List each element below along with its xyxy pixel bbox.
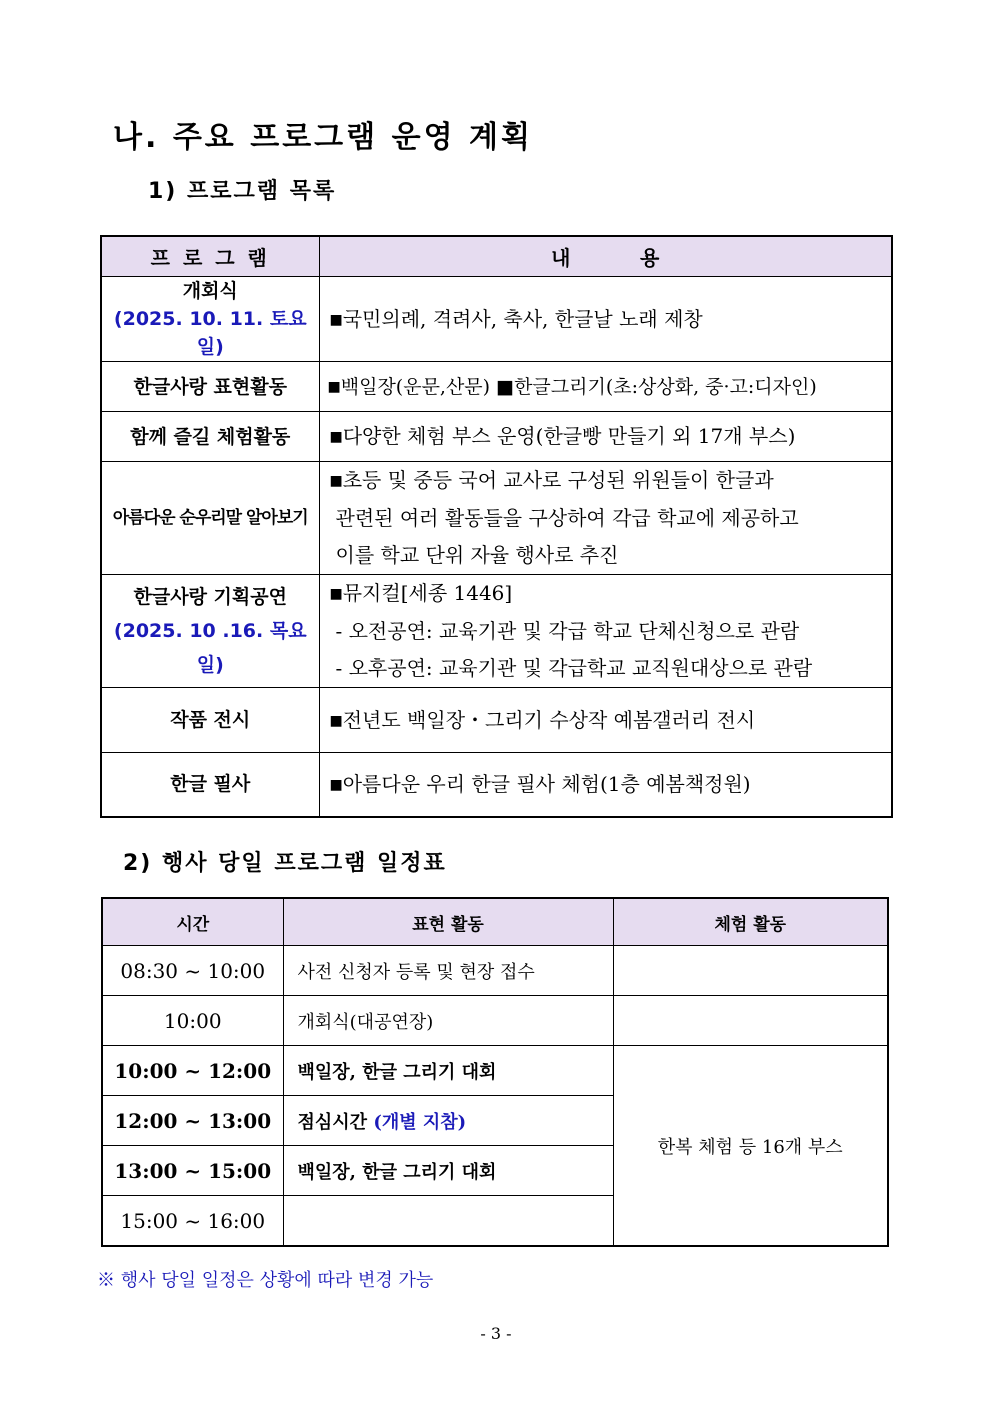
schedule-activity bbox=[283, 1196, 613, 1247]
content-line: - 오전공연: 교육기관 및 각급 학교 단체신청으로 관람 bbox=[335, 619, 800, 643]
schedule-table bbox=[101, 897, 889, 1247]
program-name: 한글 필사 bbox=[101, 753, 319, 817]
program-name: 아름다운 순우리말 알아보기 bbox=[101, 462, 319, 575]
bullet-icon: ■ bbox=[329, 712, 343, 729]
program-name: 작품 전시 bbox=[101, 688, 319, 753]
activity-note: (개별 지참) bbox=[373, 1111, 467, 1133]
schedule-time: 08:30 ~ 10:00 bbox=[102, 946, 283, 996]
content-line-wrap bbox=[330, 575, 892, 613]
program-content bbox=[319, 575, 892, 688]
content-line: 아름다운 우리 한글 필사 체험(1층 예봄책정원) bbox=[342, 771, 751, 796]
table-row bbox=[102, 996, 888, 1046]
schedule-time: 13:00 ~ 15:00 bbox=[102, 1146, 283, 1196]
bullet-icon: ■ bbox=[329, 586, 343, 602]
program-name-text: 개회식 bbox=[182, 280, 238, 302]
schedule-time: 10:00 bbox=[102, 996, 283, 1046]
header-content: 내 용 bbox=[319, 236, 892, 277]
bullet-icon: ■ bbox=[329, 311, 343, 328]
section-title: 나. 주요 프로그램 운영 계획 bbox=[113, 120, 533, 155]
program-list-title: 1) 프로그램 목록 bbox=[148, 179, 337, 204]
content-line-wrap bbox=[330, 462, 892, 500]
table-row bbox=[101, 575, 892, 688]
schedule-note: ※ 행사 당일 일정은 상황에 따라 변경 가능 bbox=[97, 1270, 434, 1291]
header-program: 프 로 그 램 bbox=[101, 236, 319, 277]
schedule-time: 15:00 ~ 16:00 bbox=[102, 1196, 283, 1247]
program-list-table bbox=[100, 235, 893, 818]
header-expression: 표현 활동 bbox=[283, 898, 613, 946]
schedule-time: 12:00 ~ 13:00 bbox=[102, 1096, 283, 1146]
table-row bbox=[101, 362, 892, 412]
content-line: 국민의례, 격려사, 축사, 한글날 노래 제창 bbox=[342, 306, 703, 331]
program-date: (2025. 10. 11. 토요일) bbox=[113, 308, 307, 358]
program-date: (2025. 10 .16. 목요일) bbox=[113, 620, 307, 676]
content-line: 다양한 체험 부스 운영(한글빵 만들기 외 17개 부스) bbox=[342, 424, 796, 448]
program-content bbox=[319, 688, 892, 753]
content-line: 초등 및 중등 국어 교사로 구성된 위원들이 한글과 bbox=[342, 468, 774, 492]
bullet-icon: ■ bbox=[329, 429, 343, 445]
table-row bbox=[102, 1046, 888, 1096]
table-row bbox=[101, 412, 892, 462]
table-row bbox=[101, 753, 892, 817]
table-row bbox=[101, 462, 892, 575]
content-line: 전년도 백일장・그리기 수상작 예봄갤러리 전시 bbox=[342, 707, 756, 732]
schedule-activity: 개회식(대공연장) bbox=[283, 996, 613, 1046]
schedule-experience-empty bbox=[613, 996, 888, 1046]
program-content bbox=[319, 362, 892, 412]
schedule-activity: 백일장, 한글 그리기 대회 bbox=[283, 1046, 613, 1096]
bullet-icon: ■ bbox=[329, 473, 343, 489]
program-content bbox=[319, 277, 892, 362]
schedule-activity: 백일장, 한글 그리기 대회 bbox=[283, 1146, 613, 1196]
program-content bbox=[319, 412, 892, 462]
program-name-text: 한글사랑 기획공연 bbox=[133, 586, 287, 608]
table-row bbox=[101, 688, 892, 753]
content-line: 이를 학교 단위 자율 행사로 추진 bbox=[335, 543, 619, 567]
content-line: 백일장(운문,산문) ■한글그리기(초:상상화, 중·고:디자인) bbox=[340, 375, 817, 398]
program-name: 함께 즐길 체험활동 bbox=[101, 412, 319, 462]
page-number: - 3 - bbox=[480, 1324, 512, 1343]
content-line: 뮤지컬[세종 1446] bbox=[342, 581, 513, 605]
program-name: 한글사랑 표현활동 bbox=[101, 362, 319, 412]
header-experience: 체험 활동 bbox=[613, 898, 888, 946]
bullet-icon: ■ bbox=[329, 776, 343, 793]
header-time: 시간 bbox=[102, 898, 283, 946]
table-row bbox=[101, 277, 892, 362]
program-content bbox=[319, 753, 892, 817]
bullet-icon: ■ bbox=[327, 378, 341, 395]
schedule-activity: 사전 신청자 등록 및 현장 접수 bbox=[283, 946, 613, 996]
schedule-title: 2) 행사 당일 프로그램 일정표 bbox=[123, 851, 447, 876]
table-row bbox=[102, 946, 888, 996]
content-line: - 오후공연: 교육기관 및 각급학교 교직원대상으로 관람 bbox=[335, 656, 813, 680]
schedule-activity bbox=[283, 1096, 613, 1146]
program-content bbox=[319, 462, 892, 575]
content-line: 관련된 여러 활동들을 구상하여 각급 학교에 제공하고 bbox=[335, 506, 799, 530]
schedule-experience: 한복 체험 등 16개 부스 bbox=[613, 1046, 888, 1247]
program-name bbox=[101, 575, 319, 688]
schedule-time: 10:00 ~ 12:00 bbox=[102, 1046, 283, 1096]
program-name bbox=[101, 277, 319, 362]
schedule-experience-empty bbox=[613, 946, 888, 996]
activity-text: 점심시간 bbox=[297, 1111, 368, 1133]
